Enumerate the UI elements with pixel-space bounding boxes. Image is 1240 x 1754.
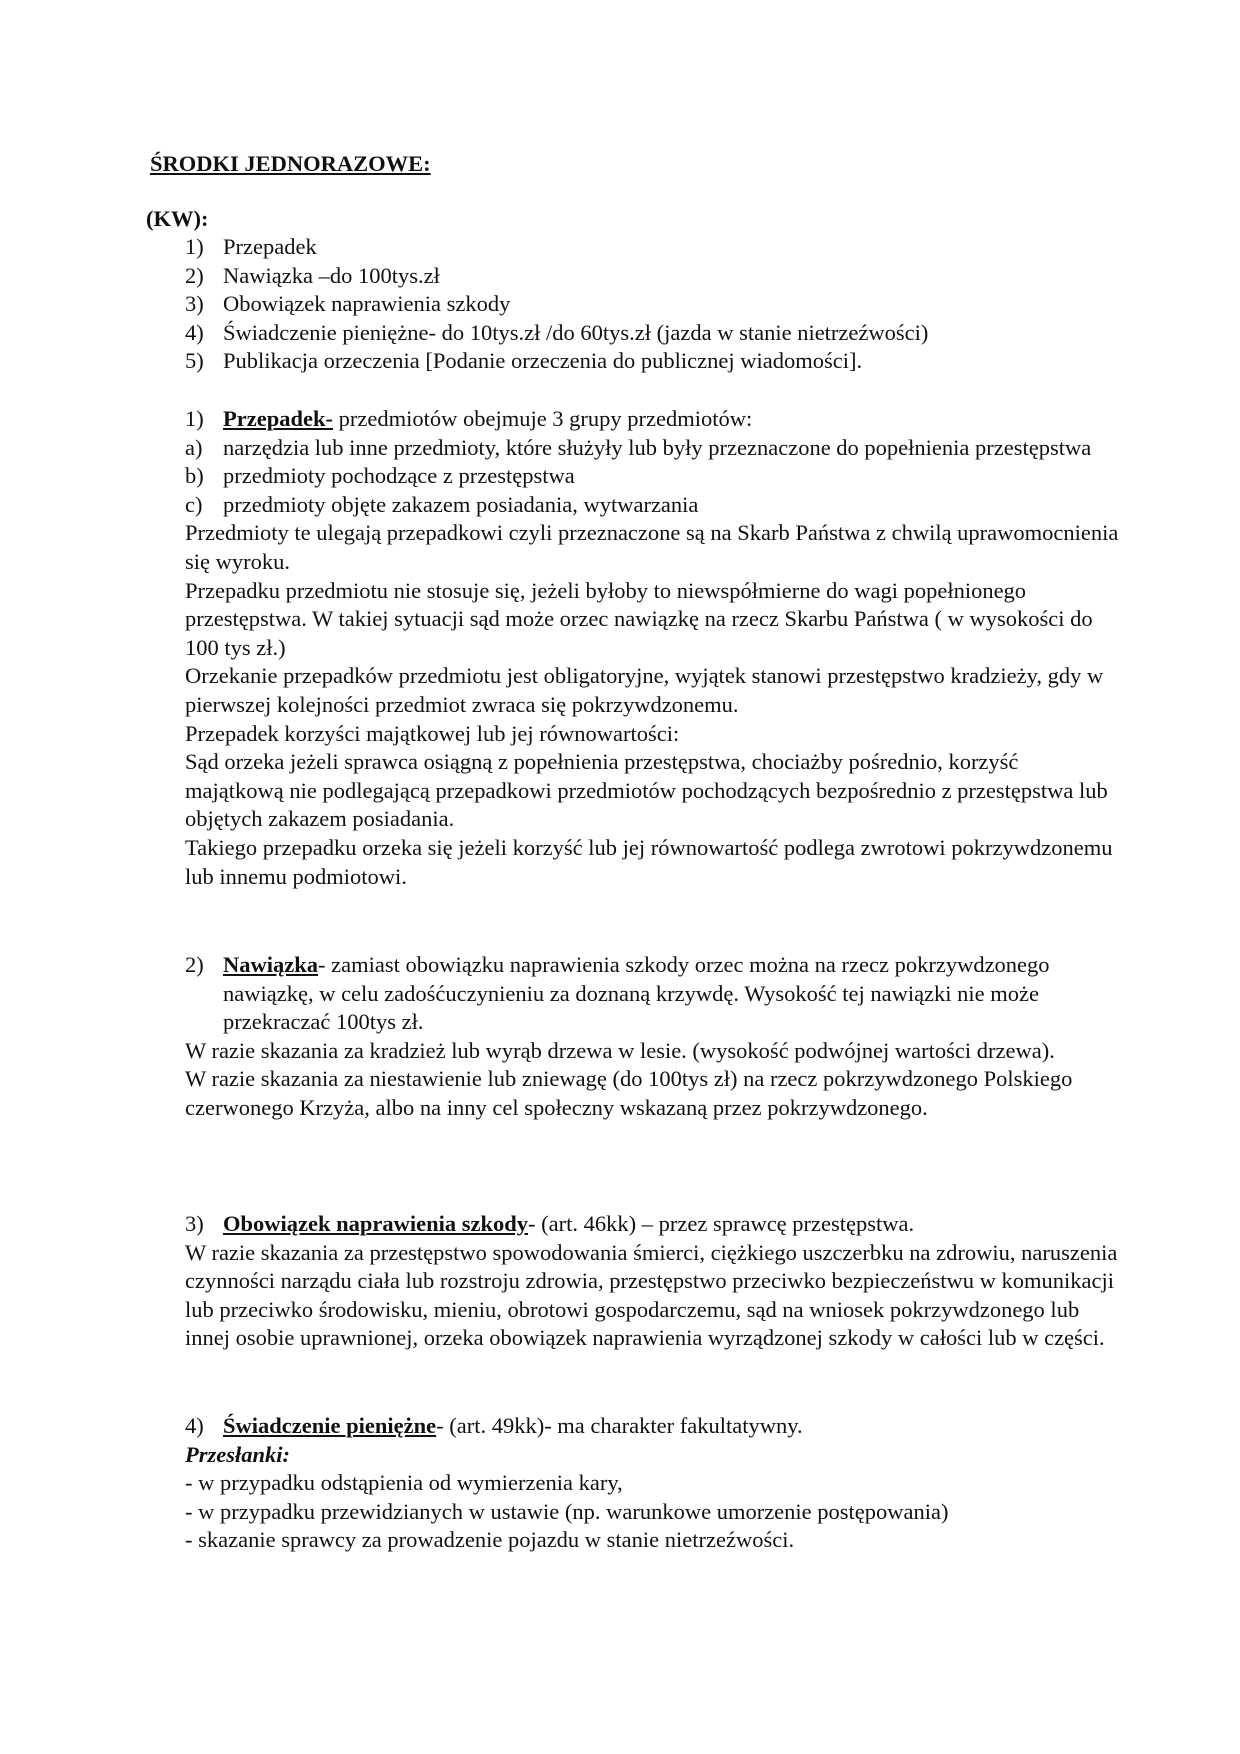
section-heading-row: 1) Przepadek- przedmiotów obejmuje 3 grupy przedmiotów: <box>185 406 753 431</box>
bullet-item: - skazanie sprawcy za prowadzenie pojazdu w stanie nietrzeźwości. <box>185 1527 795 1553</box>
section-heading: Przepadek- <box>223 406 333 431</box>
paragraph: Sąd orzeka jeżeli sprawca osiągną z popełnienia przestępstwa, chociażby pośrednio, korzyść majątkową nie podlegającą przepadkowi przedmiotów pochodzących bezpośrednio z przestępstwa lub objętych zakazem posiadania. <box>185 749 1108 832</box>
paragraph: Orzekanie przepadków przedmiotu jest obligatoryjne, wyjątek stanowi przestępstwo kradzieży, gdy w pierwszej kolejności przedmiot zwraca się pokrzywdzonemu. <box>185 663 1104 717</box>
list-item: 2) Nawiązka –do 100tys.zł <box>185 262 440 288</box>
kw-label: (KW): <box>146 206 209 231</box>
section-heading: Nawiązka <box>223 952 318 977</box>
section-heading: Obowiązek naprawienia szkody <box>223 1211 529 1236</box>
list-item: 1) Przepadek <box>185 234 317 259</box>
paragraph: W razie skazania za przestępstwo spowodowania śmierci, ciężkiego uszczerbku na zdrowiu, naruszenia czynności narządu ciała lub rozstroju zdrowia, przestępstwo przeciwko bezpieczeństwu w komunikacji lub przeciwko środowisku, mieniu, obrotowi gospodarczemu, sąd na wniosek pokrzywdzonego lub innej osobie uprawnionej, orzeka obowiązek naprawienia wyrządzonej szkody w całości lub w części. <box>185 1239 1118 1351</box>
section-nawiazka <box>185 951 1120 1123</box>
bullet-item: - w przypadku odstąpienia od wymierzenia kary, <box>185 1470 623 1496</box>
list-item: c) przedmioty objęte zakazem posiadania, wytwarzania <box>185 491 699 517</box>
paragraph: W razie skazania za niestawienie lub zniewagę (do 100tys zł) na rzecz pokrzywdzonego Polskiego czerwonego Krzyża, albo na inny cel społeczny wskazaną przez pokrzywdzonego. <box>185 1066 1073 1120</box>
bullet-item: - w przypadku przewidzianych w ustawie (np. warunkowe umorzenie postępowania) <box>185 1498 949 1524</box>
section-heading-row: 2) Nawiązka- zamiast obowiązku naprawienia szkody orzec można na rzecz pokrzywdzonego nawiązkę, w celu zadośćuczynieniu za doznaną krzywdę. Wysokość tej nawiązki nie może przekraczać 100tys zł. <box>185 952 1050 1035</box>
paragraph: Przepadku przedmiotu nie stosuje się, jeżeli byłoby to niewspółmierne do wagi popełnionego przestępstwa. W takiej sytuacji sąd może orzec nawiązkę na rzecz Skarbu Państwa ( w wysokości do 100 tys zł.) <box>185 577 1093 660</box>
section-obowiazek <box>185 1210 1120 1353</box>
list-item: 5) Publikacja orzeczenia [Podanie orzeczenia do publicznej wiadomości]. <box>185 348 863 374</box>
section-heading-row: 3) Obowiązek naprawienia szkody- (art. 46kk) – przez sprawcę przestępstwa. <box>185 1211 915 1236</box>
paragraph: W razie skazania za kradzież lub wyrąb drzewa w lesie. (wysokość podwójnej wartości drzewa). <box>185 1037 1055 1063</box>
paragraph: Takiego przepadku orzeka się jeżeli korzyść lub jej równowartość podlega zwrotowi pokrzywdzonemu lub innemu podmiotowi. <box>185 834 1113 889</box>
section-heading-row: 4) Świadczenie pieniężne- (art. 49kk)- ma charakter fakultatywny. <box>185 1413 803 1438</box>
section-swiadczenie <box>185 1412 1120 1555</box>
list-item: 4) Świadczenie pieniężne- do 10tys.zł /do 60tys.zł (jazda w stanie nietrzeźwości) <box>185 319 929 345</box>
list-item: 3) Obowiązek naprawienia szkody <box>185 291 511 317</box>
summary-list <box>185 233 1120 376</box>
premises-label: Przesłanki: <box>185 1441 291 1467</box>
section-przepadek <box>185 405 1120 891</box>
list-item: b) przedmioty pochodzące z przestępstwa <box>185 463 575 489</box>
list-item: a) narzędzia lub inne przedmioty, które służyły lub były przeznaczone do popełnienia przestępstwa <box>185 434 1092 460</box>
paragraph: Przepadek korzyści majątkowej lub jej równowartości: <box>185 720 680 746</box>
paragraph: Przedmioty te ulegają przepadkowi czyli przeznaczone są na Skarb Państwa z chwilą uprawomocnienia się wyroku. <box>185 520 1119 574</box>
section-heading: Świadczenie pieniężne <box>223 1413 437 1438</box>
document-title: ŚRODKI JEDNORAZOWE: <box>150 151 431 176</box>
